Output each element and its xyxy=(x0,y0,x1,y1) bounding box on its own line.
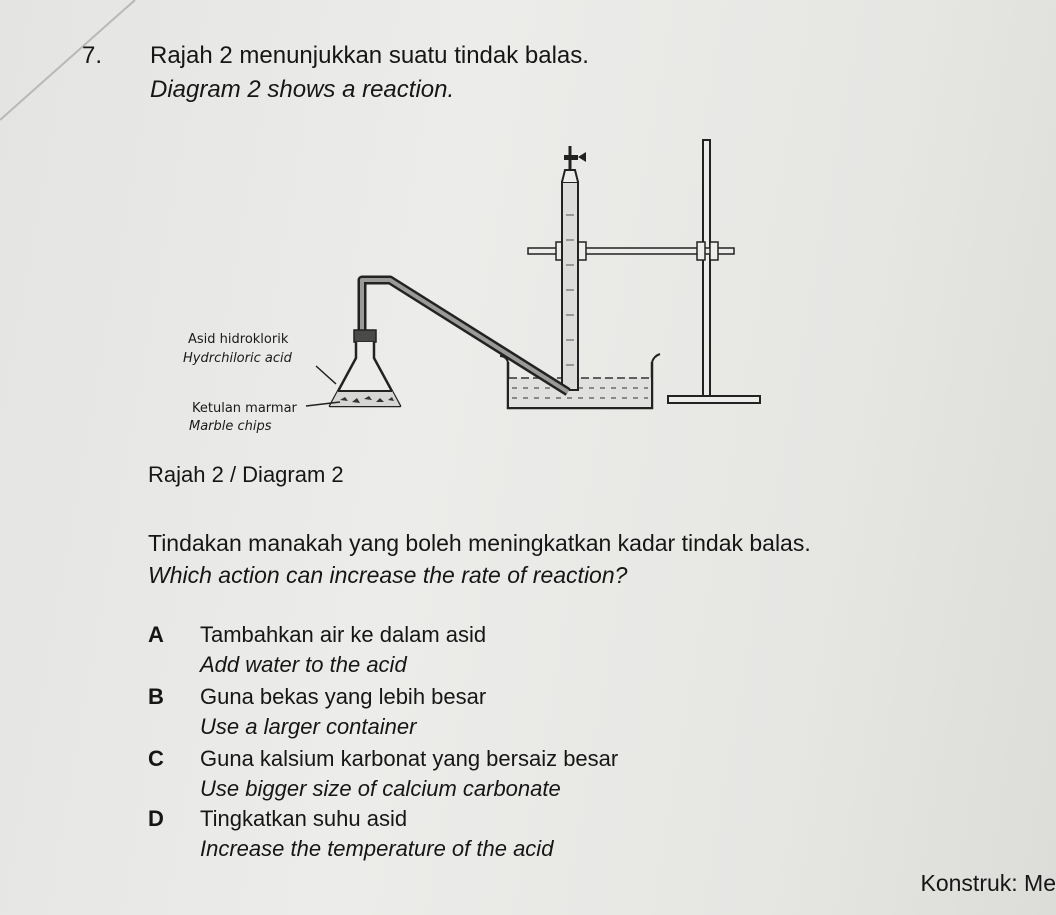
acid-pointer-line xyxy=(316,366,336,384)
option-d-letter[interactable]: D xyxy=(148,806,164,831)
option-a-letter[interactable]: A xyxy=(148,622,164,647)
burette xyxy=(562,182,578,390)
retort-stand-base xyxy=(668,396,760,403)
option-d-text-malay[interactable]: Tingkatkan suhu asid xyxy=(200,806,408,831)
construct-label: Konstruk: Me xyxy=(920,870,1056,896)
option-c-text-malay[interactable]: Guna kalsium karbonat yang bersaiz besar xyxy=(200,746,619,771)
option-b-text-malay[interactable]: Guna bekas yang lebih besar xyxy=(200,684,487,709)
trough-water xyxy=(509,378,651,407)
question-stem-malay: Tindakan manakah yang boleh meningkatkan kadar tindak balas. xyxy=(148,530,811,556)
option-b-text-english: Use a larger container xyxy=(200,714,417,739)
marble-label-english: Marble chips xyxy=(189,419,272,434)
clamp-jaw-right xyxy=(578,242,586,260)
diagram-caption: Rajah 2 / Diagram 2 xyxy=(148,462,344,487)
paper-crease xyxy=(0,0,140,130)
question-text-malay: Rajah 2 menunjukkan suatu tindak balas. xyxy=(150,42,589,69)
marble-label-malay: Ketulan marmar xyxy=(192,401,297,416)
question-number: 7. xyxy=(82,42,103,69)
option-c-letter[interactable]: C xyxy=(148,746,164,771)
option-a-text-english: Add water to the acid xyxy=(200,652,407,677)
delivery-tube xyxy=(362,280,568,392)
boss-head-left xyxy=(697,242,705,260)
retort-stand-rod xyxy=(703,140,710,398)
stopper xyxy=(354,330,376,342)
burette-tap xyxy=(564,155,578,160)
option-c-text-english: Use bigger size of calcium carbonate xyxy=(200,776,561,801)
question-text-english: Diagram 2 shows a reaction. xyxy=(150,76,455,103)
acid-label-malay: Asid hidroklorik xyxy=(188,332,289,347)
boss-head-right xyxy=(710,242,718,260)
option-b-letter[interactable]: B xyxy=(148,684,164,709)
option-d-text-english: Increase the temperature of the acid xyxy=(200,836,554,861)
question-stem-english: Which action can increase the rate of reaction? xyxy=(148,562,628,588)
reaction-apparatus-diagram xyxy=(0,120,800,460)
option-a-text-malay[interactable]: Tambahkan air ke dalam asid xyxy=(200,622,487,647)
acid-label-english: Hydrchiloric acid xyxy=(183,351,292,366)
